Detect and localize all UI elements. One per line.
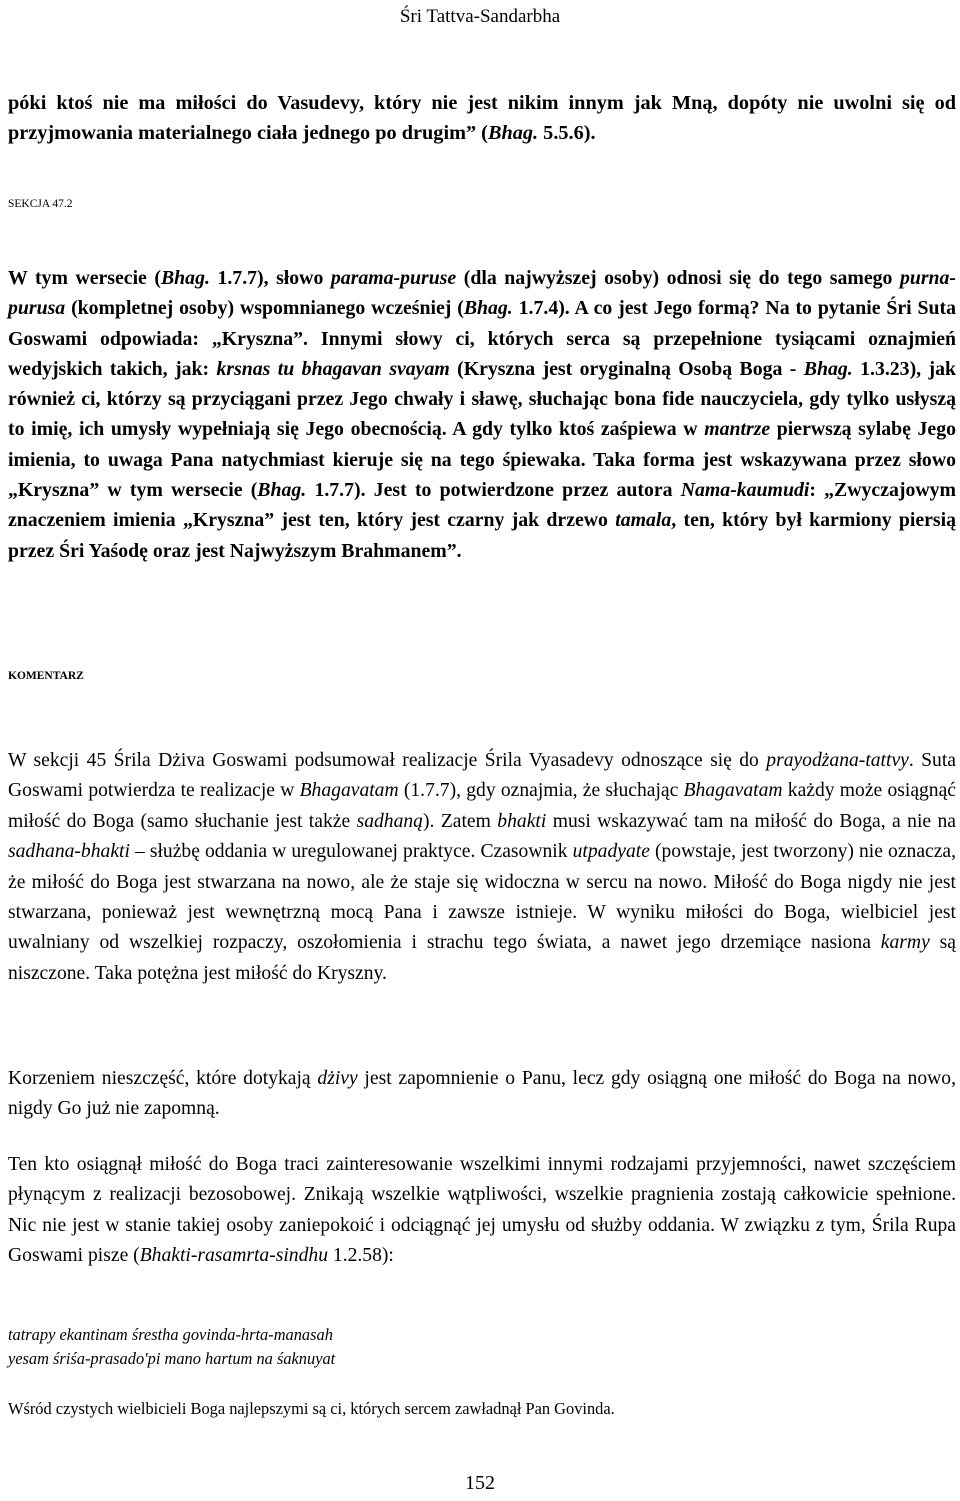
italic-term: Bhakti-rasamrta-sindhu — [139, 1245, 328, 1267]
italic-term: tamala — [615, 509, 672, 532]
text-run: Korzeniem nieszczęść, które dotykają — [8, 1068, 318, 1089]
commentary-paragraph-3 — [8, 1150, 956, 1272]
italic-term: Bhag. — [463, 297, 513, 320]
italic-term: Nama-kaumudi — [680, 479, 810, 502]
text-run: 1.3.23), jak również ci, którzy są przyciągani przez Jego chwały i sławę, słuchając bona fide nauczyciela, gdy tylko usłyszą to imię, ich umysły wypełniają się Jego obecnością. A gdy tylko ktoś zaśpiewa w — [8, 357, 956, 441]
italic-term: utpadyate — [572, 841, 650, 863]
italic-term: dżivy — [317, 1068, 358, 1089]
commentary-heading: KOMENTARZ — [8, 670, 84, 682]
text-run: pierwszą sylabę Jego imienia, to uwaga Pana natychmiast kieruje się na tego śpiewaka. Taka forma jest wskazywana przez słowo „Kryszna” w tym wersecie ( — [8, 418, 956, 502]
text-run: (kompletnej osoby) wspomnianego wcześniej ( — [65, 297, 464, 320]
text-run: są niszczone. Taka potężna jest miłość do Kryszny. — [8, 932, 956, 984]
verse-line-2: yesam śriśa-prasado'pi mano hartum na śaknuyat — [8, 1349, 336, 1368]
italic-term: sadhaną — [356, 810, 423, 832]
commentary-paragraph-2 — [8, 1064, 956, 1125]
italic-term: Bhagavatam — [683, 780, 783, 802]
text-run: 5.5.6). — [538, 122, 596, 144]
italic-term: Bhag. — [257, 479, 307, 502]
page-number: 152 — [465, 1472, 495, 1494]
text-run: 1.7.7), słowo — [209, 267, 331, 289]
italic-term: Bhag. — [803, 357, 853, 380]
italic-term: bhakti — [497, 810, 547, 832]
intro-paragraph — [8, 88, 956, 148]
italic-term: mantrze — [704, 418, 771, 441]
text-run: każdy może osiągnąć miłość do Boga (samo słuchanie jest także — [8, 780, 956, 832]
text-run: Ten kto osiągnął miłość do Boga traci zainteresowanie wszelkimi innymi rodzajami przyjemności, nawet szczęściem płynącym z realizacji bezosobowej. Znikają wszelkie wątpliwości, wszelkie pragnienia zostają całkowicie spełnione. Nic nie jest w stanie takiej osoby zaniepokoić i odciągnąć jej umysłu od służby oddania. W związku z tym, Śrila Rupa Goswami pisze ( — [8, 1154, 956, 1267]
verse-translation: Wśród czystych wielbicieli Boga najlepszymi są ci, których sercem zawładnął Pan Govinda. — [8, 1399, 615, 1418]
text-run: ). Zatem — [422, 810, 498, 832]
italic-term: sadhana-bhakti — [8, 841, 130, 863]
text-run: – służbę oddania w uregulowanej praktyce. Czasownik — [129, 841, 573, 863]
commentary-paragraph-1 — [8, 746, 956, 989]
italic-term: Bhag. — [487, 122, 539, 144]
text-run: póki ktoś nie ma miłości do Vasudevy, który nie jest nikim innym jak Mną, dopóty nie uwolni się od przyjmowania materialnego ciała jednego po drugim” ( — [8, 92, 956, 144]
text-run: musi wskazywać tam na miłość do Boga, a nie na — [546, 810, 956, 832]
italic-term: Bhag. — [160, 267, 210, 289]
text-run: 1.7.4). A co jest Jego formą? Na to pytanie Śri Suta Goswami odpowiada: „Kryszna”. Innymi słowy ci, których serca są przepełnione tysiącami oznajmień wedyjskich takich, jak: — [8, 297, 956, 380]
italic-term: purna-purusa — [8, 267, 957, 320]
text-run: , ten, który był karmiony piersią przez Śri Yaśodę oraz jest Najwyższym Brahmanem”. — [8, 509, 957, 562]
text-run: (dla najwyższej osoby) odnosi się do tego samego — [456, 267, 900, 289]
section-heading: SEKCJA 47.2 — [8, 198, 73, 210]
text-run: : „Zwyczajowym znaczeniem imienia „Kryszna” jest ten, który jest czarny jak drzewo — [8, 479, 956, 532]
text-run: 1.2.58): — [328, 1245, 394, 1267]
verse-line-1: tatrapy ekantinam śrestha govinda-hrta-manasah — [8, 1325, 333, 1344]
text-run: W tym wersecie ( — [8, 267, 161, 289]
text-run: . Suta Goswami potwierdza te realizacje w — [8, 750, 956, 802]
italic-term: parama-puruse — [330, 267, 457, 289]
text-run: (1.7.7), gdy oznajmia, że słuchając — [398, 780, 684, 802]
text-run: jest zapomnienie o Panu, lecz gdy osiągną one miłość do Boga na nowo, nigdy Go już nie zapomną. — [8, 1068, 957, 1120]
italic-term: karmy — [880, 932, 930, 954]
section-paragraph — [8, 263, 956, 566]
text-run: W sekcji 45 Śrila Dżiva Goswami podsumował realizacje Śrila Vyasadevy odnoszące się do — [8, 750, 767, 771]
italic-term: krsnas tu bhagavan svayam — [216, 357, 450, 380]
text-run: (Kryszna jest oryginalną Osobą Boga - — [449, 357, 804, 380]
text-run: (powstaje, jest tworzony) nie oznacza, że miłość do Boga jest stwarzana na nowo, ale że staje się widoczna w sercu na nowo. Miłość do Boga nigdy nie jest stwarzana, ponieważ jest wewnętrzną mocą Pana i zawsze istnieje. W wyniku miłości do Boga, wielbiciel jest uwalniany od wszelkiej rozpaczy, oszołomienia i strachu tego świata, a nawet jego drzemiące nasiona — [8, 841, 957, 954]
italic-term: prayodżana-tattvy — [766, 750, 909, 771]
running-header: Śri Tattva-Sandarbha — [399, 6, 561, 27]
italic-term: Bhagavatam — [299, 780, 399, 802]
text-run: 1.7.7). Jest to potwierdzone przez autora — [306, 479, 681, 502]
sanskrit-verse — [8, 1323, 335, 1371]
